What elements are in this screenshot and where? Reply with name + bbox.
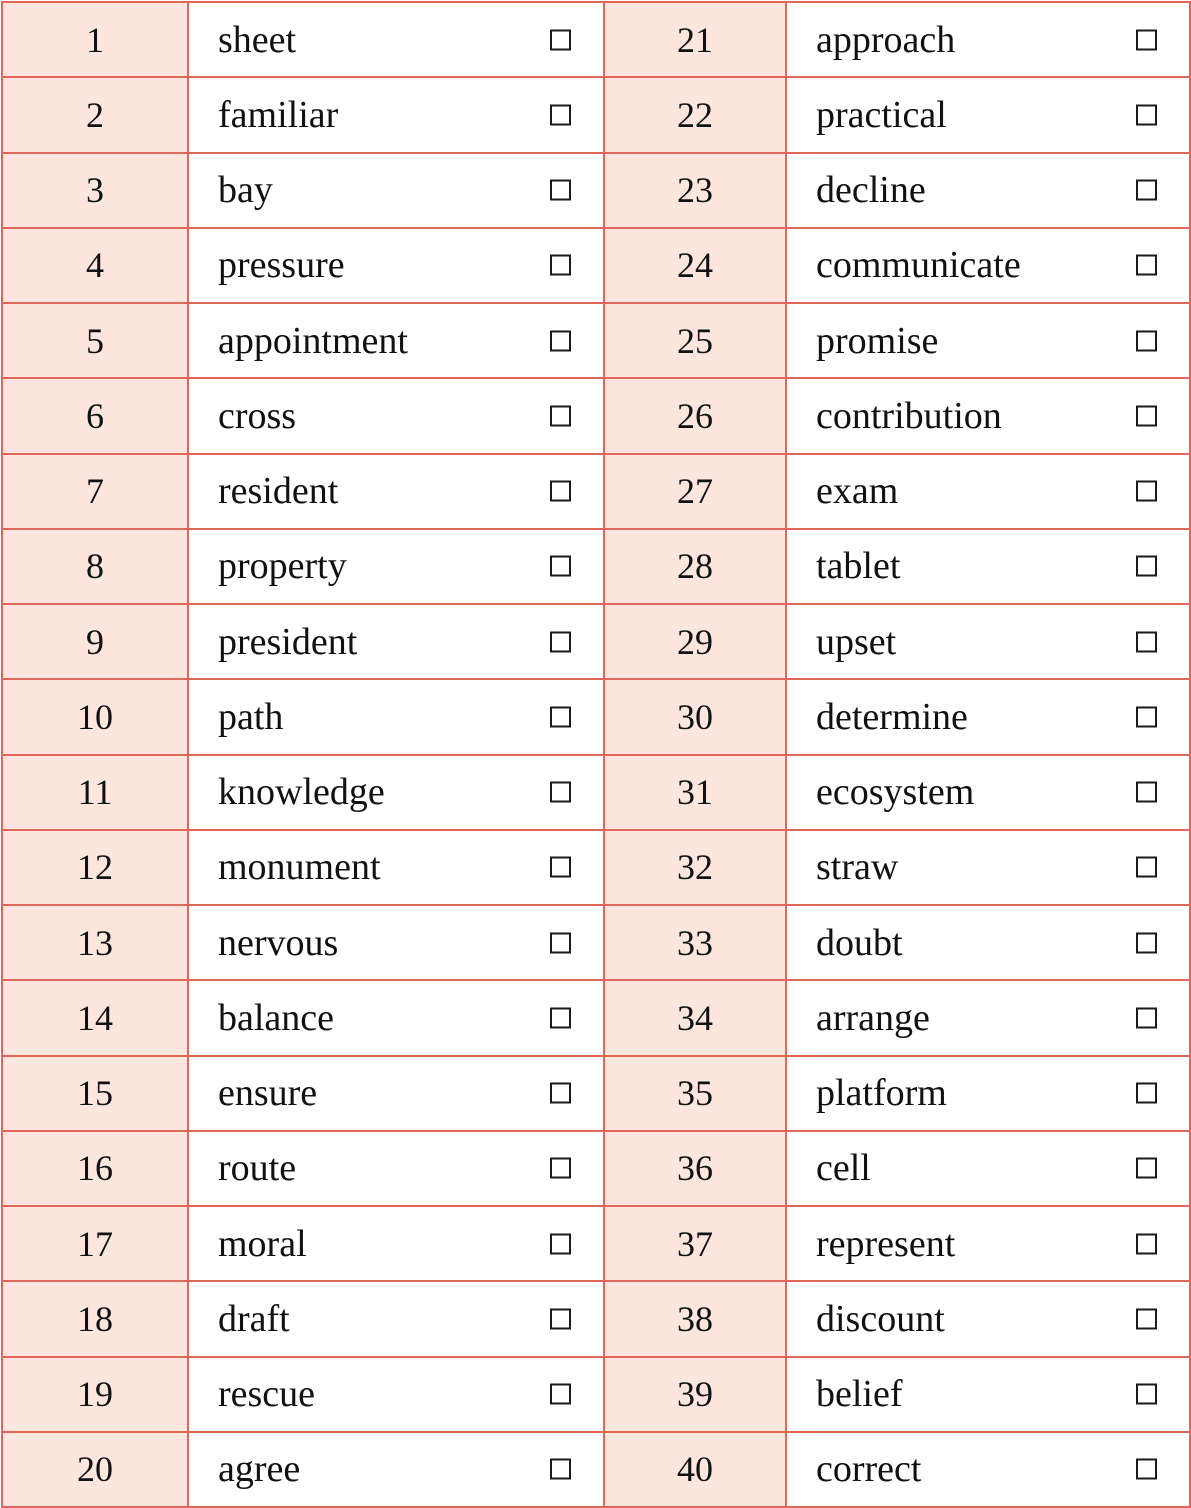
item-number: 12: [77, 847, 113, 888]
word-cell: [786, 303, 1190, 378]
vocabulary-word: doubt: [816, 921, 903, 964]
item-number: 25: [677, 320, 713, 361]
item-number: 9: [86, 621, 104, 662]
checkbox-icon[interactable]: [1136, 782, 1157, 803]
item-number-cell: [2, 228, 188, 303]
checkbox-icon[interactable]: [550, 932, 571, 953]
item-number: 36: [677, 1148, 713, 1189]
vocabulary-word: ensure: [218, 1072, 318, 1115]
checkbox-icon[interactable]: [1136, 706, 1157, 727]
checkbox-icon[interactable]: [550, 857, 571, 878]
checkbox-icon[interactable]: [1136, 1459, 1157, 1480]
item-number: 31: [677, 772, 713, 813]
item-number: 28: [677, 546, 713, 587]
word-cell: [786, 1056, 1190, 1131]
table-row: [2, 1131, 1190, 1206]
item-number: 26: [677, 395, 713, 436]
vocabulary-word: route: [218, 1147, 297, 1190]
checkbox-icon[interactable]: [1136, 481, 1157, 502]
item-number-cell: [604, 1206, 786, 1281]
vocabulary-word: appointment: [218, 319, 408, 362]
item-number: 19: [77, 1374, 113, 1415]
word-cell: [188, 228, 604, 303]
word-cell: [786, 153, 1190, 228]
item-number: 39: [677, 1374, 713, 1415]
word-cell: [188, 679, 604, 754]
item-number: 21: [677, 19, 713, 60]
item-number-cell: [2, 604, 188, 679]
item-number-cell: [604, 2, 786, 77]
vocabulary-word: discount: [816, 1297, 945, 1340]
item-number: 37: [677, 1223, 713, 1264]
vocabulary-word: familiar: [218, 93, 339, 136]
vocabulary-word: decline: [816, 169, 926, 212]
item-number-cell: [604, 378, 786, 453]
vocabulary-word: pressure: [218, 244, 345, 287]
item-number: 29: [677, 621, 713, 662]
checkbox-icon[interactable]: [550, 481, 571, 502]
table-row: [2, 1432, 1190, 1507]
checkbox-icon[interactable]: [550, 1083, 571, 1104]
vocabulary-word: cell: [816, 1147, 871, 1190]
word-cell: [786, 1357, 1190, 1432]
vocabulary-word: platform: [816, 1072, 947, 1115]
item-number-cell: [604, 1281, 786, 1356]
item-number-cell: [604, 77, 786, 152]
vocabulary-word: belief: [816, 1373, 903, 1416]
table-row: [2, 980, 1190, 1055]
checkbox-icon[interactable]: [1136, 29, 1157, 50]
item-number: 35: [677, 1073, 713, 1114]
table-row: [2, 905, 1190, 980]
table-row: [2, 1281, 1190, 1356]
checkbox-icon[interactable]: [1136, 1158, 1157, 1179]
checkbox-icon[interactable]: [550, 556, 571, 577]
word-cell: [188, 1357, 604, 1432]
item-number-cell: [2, 980, 188, 1055]
checkbox-icon[interactable]: [1136, 255, 1157, 276]
vocabulary-word: promise: [816, 319, 939, 362]
item-number: 23: [677, 170, 713, 211]
checkbox-icon[interactable]: [1136, 405, 1157, 426]
item-number-cell: [604, 1056, 786, 1131]
item-number-cell: [2, 1206, 188, 1281]
checkbox-icon[interactable]: [1136, 1384, 1157, 1405]
item-number-cell: [604, 303, 786, 378]
item-number-cell: [604, 679, 786, 754]
vocabulary-table-body: [2, 2, 1190, 1507]
vocabulary-word: path: [218, 695, 284, 738]
item-number: 14: [77, 997, 113, 1038]
vocabulary-word: approach: [816, 18, 956, 61]
word-cell: [786, 830, 1190, 905]
item-number: 11: [77, 772, 113, 813]
word-cell: [188, 755, 604, 830]
item-number-cell: [2, 529, 188, 604]
word-cell: [188, 830, 604, 905]
word-cell: [786, 755, 1190, 830]
vocabulary-word: tablet: [816, 545, 901, 588]
table-row: [2, 454, 1190, 529]
table-row: [2, 153, 1190, 228]
word-cell: [786, 454, 1190, 529]
word-cell: [786, 2, 1190, 77]
table-row: [2, 830, 1190, 905]
checkbox-icon[interactable]: [1136, 1007, 1157, 1028]
checkbox-icon[interactable]: [1136, 180, 1157, 201]
checkbox-icon[interactable]: [550, 1007, 571, 1028]
checkbox-icon[interactable]: [1136, 857, 1157, 878]
checkbox-icon[interactable]: [550, 330, 571, 351]
table-row: [2, 755, 1190, 830]
word-cell: [188, 905, 604, 980]
item-number: 10: [77, 696, 113, 737]
item-number-cell: [2, 1056, 188, 1131]
checkbox-icon[interactable]: [1136, 556, 1157, 577]
vocabulary-word: bay: [218, 169, 273, 212]
vocabulary-word: exam: [816, 470, 899, 513]
item-number: 40: [677, 1449, 713, 1490]
item-number-cell: [604, 830, 786, 905]
checkbox-icon[interactable]: [550, 631, 571, 652]
checkbox-icon[interactable]: [1136, 330, 1157, 351]
item-number-cell: [604, 228, 786, 303]
vocabulary-word: cross: [218, 394, 297, 437]
item-number-cell: [604, 980, 786, 1055]
table-row: [2, 529, 1190, 604]
checkbox-icon[interactable]: [550, 1384, 571, 1405]
item-number-cell: [2, 679, 188, 754]
checkbox-icon[interactable]: [1136, 1233, 1157, 1254]
word-cell: [786, 1281, 1190, 1356]
item-number: 30: [677, 696, 713, 737]
vocabulary-word: balance: [218, 996, 335, 1039]
item-number-cell: [2, 2, 188, 77]
word-cell: [188, 378, 604, 453]
checkbox-icon[interactable]: [550, 706, 571, 727]
word-cell: [188, 604, 604, 679]
word-cell: [786, 1206, 1190, 1281]
checkbox-icon[interactable]: [550, 1308, 571, 1329]
checkbox-icon[interactable]: [1136, 1308, 1157, 1329]
item-number: 24: [677, 245, 713, 286]
checkbox-icon[interactable]: [550, 255, 571, 276]
item-number: 4: [86, 245, 104, 286]
vocabulary-word: upset: [816, 620, 897, 663]
word-cell: [188, 77, 604, 152]
item-number-cell: [2, 1281, 188, 1356]
table-row: [2, 378, 1190, 453]
item-number-cell: [2, 830, 188, 905]
vocabulary-word: contribution: [816, 394, 1002, 437]
vocabulary-word: draft: [218, 1297, 290, 1340]
vocabulary-word: represent: [816, 1222, 956, 1265]
vocabulary-word: nervous: [218, 921, 339, 964]
vocabulary-word: president: [218, 620, 358, 663]
item-number-cell: [2, 153, 188, 228]
item-number: 32: [677, 847, 713, 888]
vocabulary-word: agree: [218, 1448, 301, 1491]
vocabulary-word: moral: [218, 1222, 307, 1265]
item-number: 16: [77, 1148, 113, 1189]
word-cell: [188, 1432, 604, 1507]
item-number: 15: [77, 1073, 113, 1114]
word-cell: [786, 980, 1190, 1055]
item-number: 13: [77, 922, 113, 963]
word-cell: [786, 1432, 1190, 1507]
word-cell: [188, 1206, 604, 1281]
item-number: 20: [77, 1449, 113, 1490]
item-number-cell: [2, 905, 188, 980]
checkbox-icon[interactable]: [550, 782, 571, 803]
item-number-cell: [604, 1432, 786, 1507]
item-number-cell: [604, 454, 786, 529]
item-number: 34: [677, 997, 713, 1038]
item-number-cell: [2, 1131, 188, 1206]
item-number: 38: [677, 1298, 713, 1339]
word-cell: [188, 1281, 604, 1356]
word-cell: [188, 1056, 604, 1131]
word-cell: [188, 529, 604, 604]
checkbox-icon[interactable]: [550, 29, 571, 50]
vocabulary-word: practical: [816, 93, 947, 136]
word-cell: [786, 604, 1190, 679]
item-number-cell: [604, 905, 786, 980]
item-number-cell: [604, 755, 786, 830]
vocabulary-table: [1, 1, 1191, 1508]
word-cell: [786, 228, 1190, 303]
checkbox-icon[interactable]: [1136, 104, 1157, 125]
item-number: 33: [677, 922, 713, 963]
table-row: [2, 1206, 1190, 1281]
vocabulary-word: correct: [816, 1448, 922, 1491]
word-cell: [786, 1131, 1190, 1206]
table-row: [2, 303, 1190, 378]
item-number-cell: [604, 153, 786, 228]
item-number-cell: [604, 1357, 786, 1432]
table-row: [2, 604, 1190, 679]
vocabulary-word: arrange: [816, 996, 930, 1039]
item-number: 1: [86, 19, 104, 60]
checkbox-icon[interactable]: [550, 1158, 571, 1179]
item-number: 7: [86, 471, 104, 512]
word-cell: [188, 153, 604, 228]
word-cell: [786, 529, 1190, 604]
word-cell: [188, 1131, 604, 1206]
vocabulary-word: knowledge: [218, 771, 385, 814]
vocabulary-word: determine: [816, 695, 968, 738]
vocabulary-word: rescue: [218, 1373, 316, 1416]
vocabulary-word: monument: [218, 846, 381, 889]
vocabulary-word: sheet: [218, 18, 297, 61]
table-row: [2, 77, 1190, 152]
item-number-cell: [2, 77, 188, 152]
table-row: [2, 2, 1190, 77]
item-number: 18: [77, 1298, 113, 1339]
checkbox-icon[interactable]: [550, 1233, 571, 1254]
word-cell: [188, 303, 604, 378]
item-number-cell: [2, 755, 188, 830]
item-number: 17: [77, 1223, 113, 1264]
word-cell: [786, 905, 1190, 980]
word-cell: [786, 679, 1190, 754]
item-number: 6: [86, 395, 104, 436]
item-number-cell: [2, 1432, 188, 1507]
table-row: [2, 228, 1190, 303]
checkbox-icon[interactable]: [550, 104, 571, 125]
item-number: 5: [86, 320, 104, 361]
item-number-cell: [604, 604, 786, 679]
vocabulary-word: ecosystem: [816, 771, 975, 814]
checkbox-icon[interactable]: [1136, 631, 1157, 652]
item-number-cell: [2, 303, 188, 378]
word-cell: [786, 77, 1190, 152]
vocabulary-word: resident: [218, 470, 339, 513]
word-cell: [188, 980, 604, 1055]
table-row: [2, 1056, 1190, 1131]
checkbox-icon[interactable]: [550, 405, 571, 426]
table-row: [2, 1357, 1190, 1432]
item-number-cell: [2, 378, 188, 453]
item-number: 27: [677, 471, 713, 512]
item-number-cell: [2, 1357, 188, 1432]
item-number: 8: [86, 546, 104, 587]
item-number: 3: [86, 170, 104, 211]
item-number-cell: [604, 1131, 786, 1206]
word-cell: [188, 454, 604, 529]
vocabulary-word: straw: [816, 846, 899, 889]
item-number-cell: [604, 529, 786, 604]
checkbox-icon[interactable]: [550, 1459, 571, 1480]
item-number: 22: [677, 94, 713, 135]
checkbox-icon[interactable]: [1136, 932, 1157, 953]
table-row: [2, 679, 1190, 754]
item-number-cell: [2, 454, 188, 529]
vocabulary-word: property: [218, 545, 347, 588]
checkbox-icon[interactable]: [1136, 1083, 1157, 1104]
word-cell: [188, 2, 604, 77]
item-number: 2: [86, 94, 104, 135]
vocabulary-word: communicate: [816, 244, 1021, 287]
word-cell: [786, 378, 1190, 453]
checkbox-icon[interactable]: [550, 180, 571, 201]
